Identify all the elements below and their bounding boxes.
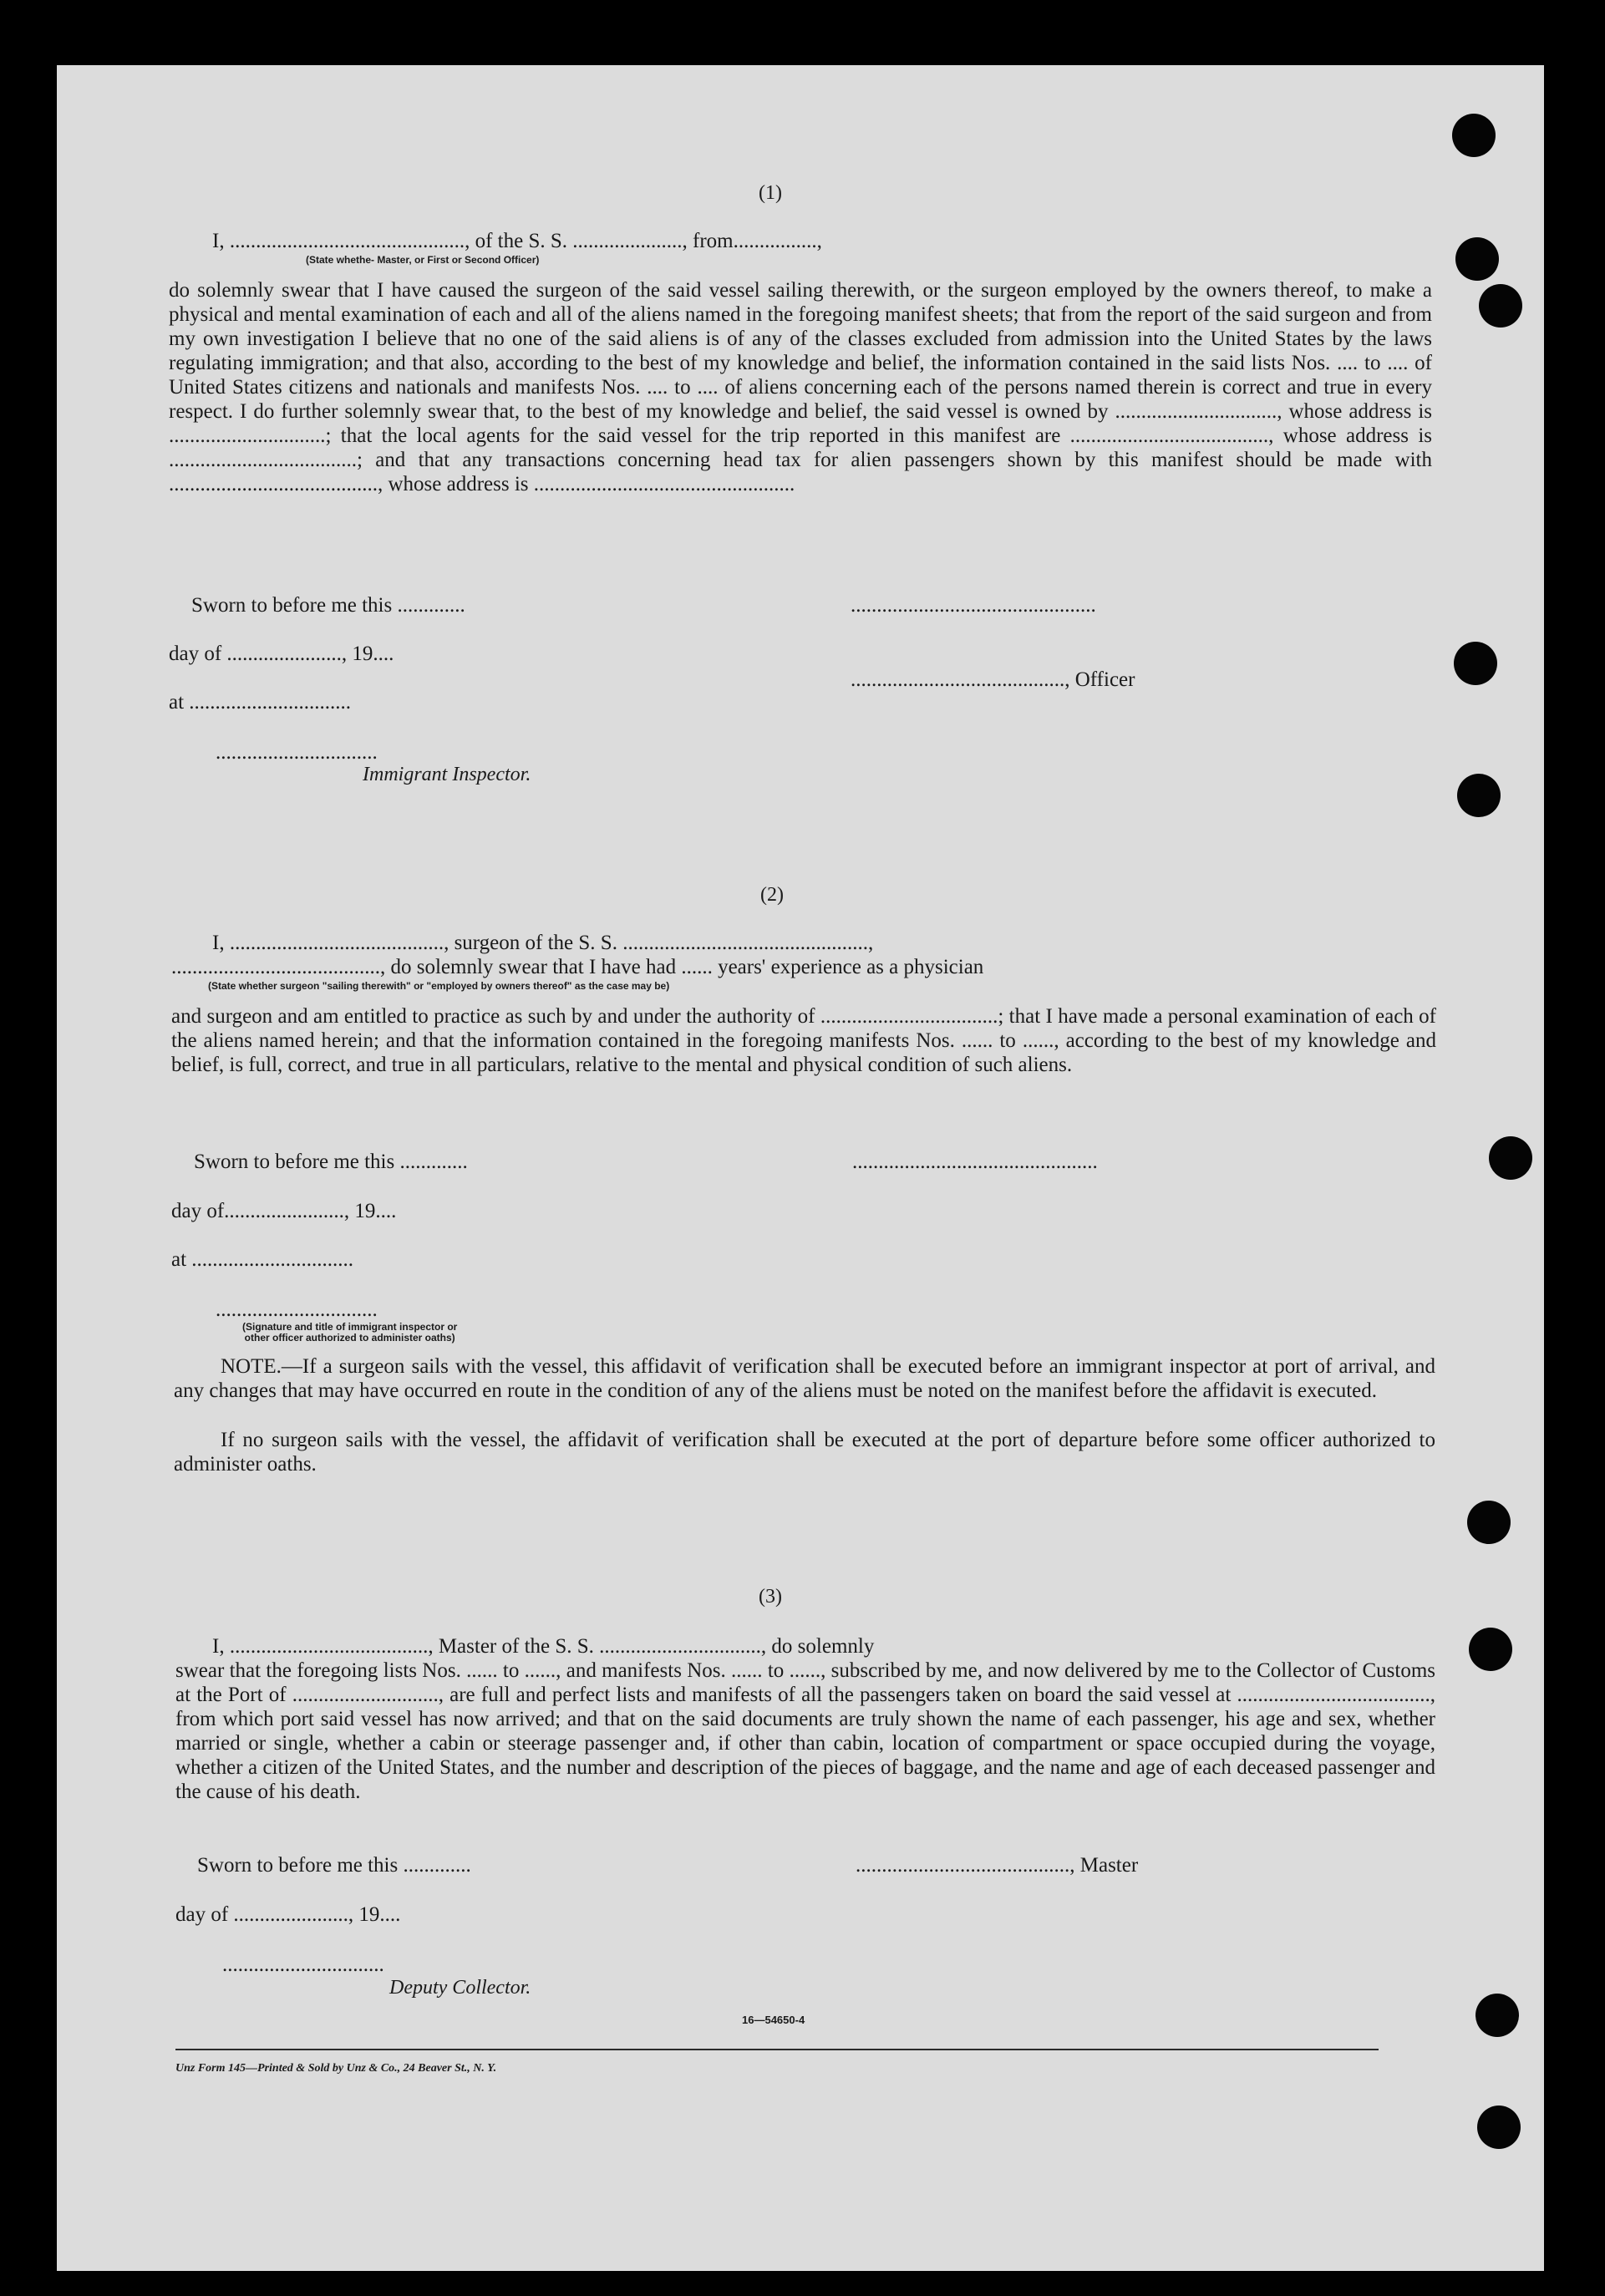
section-3-day: day of ......................, 19.... (175, 1903, 401, 1926)
section-3-sig-line: ............................... (222, 1953, 384, 1976)
section-1-sworn: Sworn to before me this ............. (191, 594, 465, 617)
punch-hole (1477, 2106, 1521, 2149)
section-2-note-1 (174, 1354, 1435, 1403)
section-3-sworn: Sworn to before me this ............. (197, 1854, 471, 1877)
punch-hole (1452, 114, 1496, 157)
form-number: 16—54650-4 (742, 2014, 805, 2026)
section-1-officer-line (851, 668, 1135, 692)
section-2-note-1-text: NOTE.—If a surgeon sails with the vessel, this affidavit of verification shall be executed before an immigrant inspector at port of arrival, and any changes that may have occurred en route in the condition of any of the aliens must be noted on the manifest before the affidavit is executed. (174, 1355, 1435, 1402)
section-2-number: (2) (760, 884, 784, 906)
section-3-sig-title: Deputy Collector. (389, 1977, 531, 1999)
section-1-officer-line-top: ............................................... (851, 594, 1096, 617)
section-1-sig-title: Immigrant Inspector. (363, 764, 531, 785)
section-2-sig-line: ............................... (216, 1298, 378, 1321)
section-1-sig-line: ............................... (216, 741, 378, 764)
section-1-line1: I, ............................................., of the S. S. ....................., from................, (212, 230, 822, 252)
punch-hole (1479, 284, 1522, 328)
punch-hole (1467, 1501, 1511, 1544)
punch-hole (1469, 1628, 1512, 1671)
punch-hole (1455, 237, 1499, 281)
section-2-at: at ............................... (171, 1248, 354, 1271)
section-2-sig-note: (Signature and title of immigrant inspector or other officer authorized to administer oaths) (242, 1321, 458, 1344)
section-2-line2-note: (State whether surgeon "sailing therewith" or "employed by owners thereof" as the case may be) (208, 980, 670, 992)
section-2-sworn: Sworn to before me this ............. (194, 1151, 468, 1173)
section-1-body: do solemnly swear that I have caused the surgeon of the said vessel sailing therewith, or the surgeon employed by the owners thereof, to make a physical and mental examination of each and all of the aliens named in the foregoing manifest sheets; that from the report of the said surgeon and from my own investigation I believe that no one of the said aliens is of any of the classes excluded from admission into the United States by the laws regulating immigration; and that also, according to the best of my knowledge and belief, the information contained in the said lists Nos. .... to .... of United States citizens and nationals and manifests Nos. .... to .... of aliens concerning each of the persons named therein is correct and true in every respect. I do further solemnly swear that, to the best of my knowledge and belief, the said vessel is owned by ..............................., whose address is ..............................; that the local agents for the said vessel for the trip reported in this manifest are ......................................, whose address is ....................................; and that any transactions concerning head tax for alien passengers shown by this manifest should be made with ........................................, whose address is .................................................. (169, 279, 1432, 495)
section-2-body: and surgeon and am entitled to practice as such by and under the authority of ..................................; that I have made a personal examination of each of the aliens named herein; and that the information contained in the foregoing manifests Nos. ...... to ......, according to the best of my knowledge and belief, is full, correct, and true in all particulars, relative to the mental and physical condition of such aliens. (171, 1005, 1436, 1076)
form-sheet (57, 65, 1544, 2271)
section-1-number: (1) (759, 182, 782, 204)
section-3-body: swear that the foregoing lists Nos. ...... to ......, and manifests Nos. ...... to ......, subscribed by me, and now delivered by me to the Collector of Customs at the Port of ............................, are full and perfect lists and manifests of all the passengers taken on board the said vessel at ....................................., from which port said vessel has now arrived; and that on the said documents are truly shown the name of each passenger, his age and sex, whether married or single, whether a cabin or steerage passenger and, if other than cabin, location of compartment or space occupied during the voyage, whether a citizen of the United States, and the number and description of the pieces of baggage, and the name and age of each deceased passenger and the cause of his death. (175, 1659, 1435, 1803)
section-2-note-2-text: If no surgeon sails with the vessel, the affidavit of verification shall be executed at the port of departure before some officer authorized to administer oaths. (174, 1429, 1435, 1476)
section-3-master-line: ........................................., Master (856, 1854, 1139, 1877)
section-3-line1: I, ......................................, Master of the S. S. ..............................., do solemnly (212, 1635, 875, 1658)
section-1-at: at ............................... (169, 691, 352, 714)
section-2-line2: ........................................, do solemnly swear that I have had ...... years' experience as a physician (171, 956, 984, 978)
section-2-line1: I, ........................................., surgeon of the S. S. ..............................................., (212, 932, 874, 954)
section-3-number: (3) (759, 1586, 782, 1608)
section-2-day: day of......................., 19.... (171, 1200, 397, 1222)
punch-hole (1457, 774, 1501, 817)
punch-hole (1489, 1136, 1532, 1180)
section-1-day: day of ......................, 19.... (169, 643, 394, 665)
punch-hole (1475, 1994, 1519, 2037)
section-1-officer-text: ........................................., Officer (851, 668, 1135, 691)
punch-hole (1454, 642, 1497, 685)
section-2-note-2 (174, 1428, 1435, 1476)
footer-rule (175, 2049, 1379, 2050)
bleed-through-decoration (508, 72, 531, 109)
section-1-line1-note: (State whethe- Master, or First or Second Officer) (306, 254, 540, 266)
printer-footer: Unz Form 145—Printed & Sold by Unz & Co., 24 Beaver St., N. Y. (175, 2062, 497, 2075)
section-2-right-line: ............................................... (852, 1151, 1098, 1173)
